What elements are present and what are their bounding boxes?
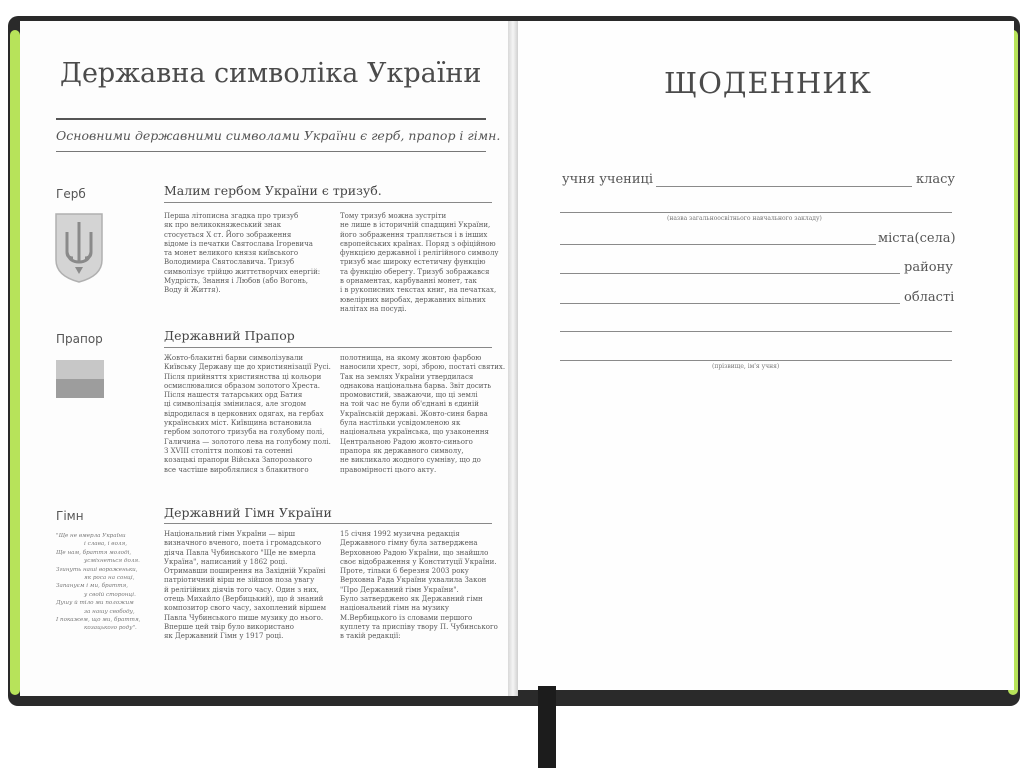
- text-line: не викликало жодного сумніву, що до: [340, 456, 481, 465]
- text-line: Воду й Життя).: [164, 286, 221, 295]
- text-line: як про великокняжеський знак: [164, 221, 282, 230]
- note-school: (назва загальноосвітнього навчального закладу): [667, 215, 822, 222]
- text-line: наносили хрест, зорі, зброю, постаті святих.: [340, 363, 506, 372]
- text-line: ці символізація змінилася, але згодом: [164, 400, 307, 409]
- text-line: ювелірних виробах, державних вільних: [340, 295, 486, 304]
- anthem-line: Запануєм і ми, браття,: [56, 583, 129, 590]
- text-line: Українській державі. Жовто-синя барва: [340, 409, 488, 418]
- anthem-line: усміхнеться доля.: [84, 558, 140, 565]
- anthem-line: Ще нам, браття молоді,: [56, 549, 132, 556]
- label-district: району: [904, 260, 953, 275]
- section-label-flag: Прапор: [56, 332, 103, 346]
- text-line: Центральною Радою жовто-синього: [340, 437, 473, 446]
- flag-text-col2: [340, 354, 505, 475]
- anthem-line: Душу й тіло ми положим: [56, 600, 134, 607]
- school-line: [560, 212, 952, 213]
- subtitle-rule: [56, 151, 486, 152]
- section-label-anthem: Гімн: [56, 509, 84, 523]
- trident-coat-icon: [54, 212, 104, 284]
- text-line: в такій редакції:: [340, 632, 401, 641]
- text-line: Володимира Святославича. Тризуб: [164, 258, 295, 267]
- text-line: як Державний Гімн у 1917 році.: [164, 632, 284, 641]
- label-region: області: [904, 290, 955, 305]
- label-class: класу: [916, 172, 956, 187]
- text-line: патріотичний вірш не зійшов поза увагу: [164, 576, 315, 585]
- note-name: (прізвище, ім'я учня): [712, 363, 780, 370]
- text-line: Державного гімну була затверджена: [340, 539, 478, 548]
- text-line: гербом золотого тризуба на голубому полі,: [164, 428, 325, 437]
- name-line-2: [560, 360, 952, 361]
- text-line: Мудрість, Знання і Любов (або Вогонь,: [164, 277, 309, 286]
- text-line: не лише в історичній спадщині України,: [340, 221, 491, 230]
- cover-left-edge: [10, 30, 20, 695]
- anthem-line: за нашу свободу,: [84, 608, 135, 615]
- text-line: його зображення трапляється і в інших: [340, 230, 488, 239]
- city-line: [560, 244, 876, 245]
- section-rule: [164, 347, 492, 348]
- text-line: Тому тризуб можна зустріти: [340, 212, 447, 220]
- page-subtitle: Основними державними символами України є герб, прапор і гімн.: [56, 128, 501, 143]
- text-line: Україна", написаний у 1862 році.: [164, 557, 288, 566]
- text-line: тризуб має широку естетичну функцію: [340, 258, 486, 267]
- text-line: символізує трійцю життєтворчих енергій:: [164, 267, 321, 276]
- text-line: прапора як державного символу,: [340, 446, 464, 455]
- text-line: композитор свого часу, захоплений віршем: [164, 604, 327, 613]
- text-line: Галичина — золотого лева на голубому полі.: [164, 437, 331, 446]
- label-pupil: учня учениці: [562, 172, 654, 187]
- anthem-line: козацького роду".: [84, 625, 137, 632]
- text-line: полотнища, на якому жовтою фарбою: [340, 354, 482, 362]
- text-line: Було затверджено як Державний гімн: [340, 595, 483, 604]
- coat-text-col2: [340, 212, 499, 314]
- anthem-line: у своїй сторонці.: [84, 591, 136, 598]
- text-line: Вперше цей твір було використано: [164, 622, 295, 631]
- text-line: визначного вченого, поета і громадського: [164, 539, 322, 548]
- section-heading-coat: Малим гербом України є тризуб.: [164, 183, 382, 198]
- anthem-line: "Ще не вмерла України: [56, 533, 126, 539]
- text-line: куплету та приспіву твору П. Чубинського: [340, 622, 498, 631]
- text-line: Верховна Рада України ухвалила Закон: [340, 576, 487, 585]
- title-rule: [56, 118, 486, 120]
- text-line: своє відображення у Конституції України.: [340, 557, 497, 566]
- text-line: осмислювалися образом золотого Хреста.: [164, 381, 320, 390]
- flag-icon: [56, 360, 104, 398]
- district-line: [560, 273, 900, 274]
- diary-title: ЩОДЕННИК: [664, 66, 872, 100]
- text-line: Перша літописна згадка про тризуб: [164, 212, 299, 220]
- anthem-line: І покажем, що ми, браття,: [56, 617, 141, 624]
- text-line: Так на землях України утвердилася: [340, 372, 474, 381]
- bookmark-ribbon: [538, 686, 556, 768]
- text-line: Павла Чубинського пише музику до нього.: [164, 613, 324, 622]
- anthem-line: як роса на сонці,: [84, 575, 135, 582]
- anthem-line: і слава, і воля,: [84, 541, 127, 548]
- text-line: М.Вербицького із словами першого: [340, 613, 473, 622]
- anthem-line: Згинуть наші вороженьки,: [56, 566, 138, 573]
- text-line: й релігійних діячів того часу. Один з них,: [164, 585, 319, 594]
- text-line: діяча Павла Чубинського "Ще не вмерла: [164, 548, 316, 557]
- pupil-line: [656, 186, 912, 187]
- text-line: національна українська, що узаконення: [340, 428, 489, 437]
- text-line: промовистий, зважаючи, що ці землі: [340, 391, 478, 400]
- text-line: відродилася в церковних одягах, на гербах: [164, 409, 324, 418]
- text-line: функцією державної і релігійного символу: [340, 249, 499, 258]
- text-line: 15 січня 1992 музична редакція: [340, 530, 460, 538]
- text-line: Проте, тільки 6 березня 2003 року: [340, 567, 469, 576]
- text-line: "Про Державний гімн України".: [340, 585, 459, 594]
- text-line: стосується X ст. Його зображення: [164, 230, 292, 239]
- text-line: та функцію оберегу. Тризуб зображався: [340, 267, 490, 276]
- text-line: Жовто-блакитні барви символізували: [164, 354, 304, 362]
- text-line: все частіше вироблялися з блакитного: [164, 465, 309, 474]
- text-line: була настільки усвідомленою як: [340, 419, 461, 428]
- text-line: Національний гімн України — вірш: [164, 530, 296, 538]
- page-gutter: [508, 21, 518, 696]
- text-line: Після нашестя татарських орд Батия: [164, 391, 303, 400]
- text-line: Отримавши поширення на Західній Україні: [164, 567, 326, 576]
- text-line: національний гімн на музику: [340, 604, 449, 613]
- text-line: Після прийняття християнства ці кольори: [164, 372, 322, 381]
- text-line: Київську Державу ще до християнізації Русі.: [164, 363, 331, 372]
- anthem-lyrics: [56, 532, 156, 633]
- text-line: та монет великого князя київського: [164, 249, 299, 258]
- flag-text-col1: [164, 354, 331, 475]
- text-line: і в рукописних текстах книг, на печатках,: [340, 286, 497, 295]
- label-city: міста(села): [878, 231, 956, 246]
- right-page: [516, 21, 1014, 690]
- text-line: З XVIII століття полкові та сотенні: [164, 446, 293, 455]
- name-line-1: [560, 331, 952, 332]
- anthem-text-col1: [164, 530, 326, 642]
- text-line: європейських країнах. Поряд з офіційною: [340, 239, 496, 248]
- text-line: українських міст. Київщина встановила: [164, 419, 312, 428]
- anthem-text-col2: [340, 530, 498, 642]
- text-line: однакова національна барва. Звіт досить: [340, 381, 492, 390]
- coat-text-col1: [164, 212, 320, 296]
- text-line: на той час не були об'єднані в єдиній: [340, 400, 479, 409]
- text-line: налітах на посуді.: [340, 304, 407, 313]
- text-line: відоме із печатки Святослава Ігоревича: [164, 239, 313, 248]
- text-line: Верховною Радою України, що знайшло: [340, 548, 489, 557]
- section-label-coat: Герб: [56, 187, 86, 201]
- text-line: козацькі прапори Війська Запорозького: [164, 456, 313, 465]
- page-title: Державна символіка України: [60, 58, 482, 89]
- section-rule: [164, 202, 492, 203]
- section-heading-flag: Державний Прапор: [164, 328, 295, 343]
- text-line: отець Михайло (Вербицький), що й знаний: [164, 595, 324, 604]
- section-rule: [164, 523, 492, 524]
- text-line: правомірності цього акту.: [340, 465, 437, 474]
- region-line: [560, 303, 900, 304]
- section-heading-anthem: Державний Гімн України: [164, 505, 332, 520]
- text-line: в орнаментах, карбуванні монет, так: [340, 277, 477, 286]
